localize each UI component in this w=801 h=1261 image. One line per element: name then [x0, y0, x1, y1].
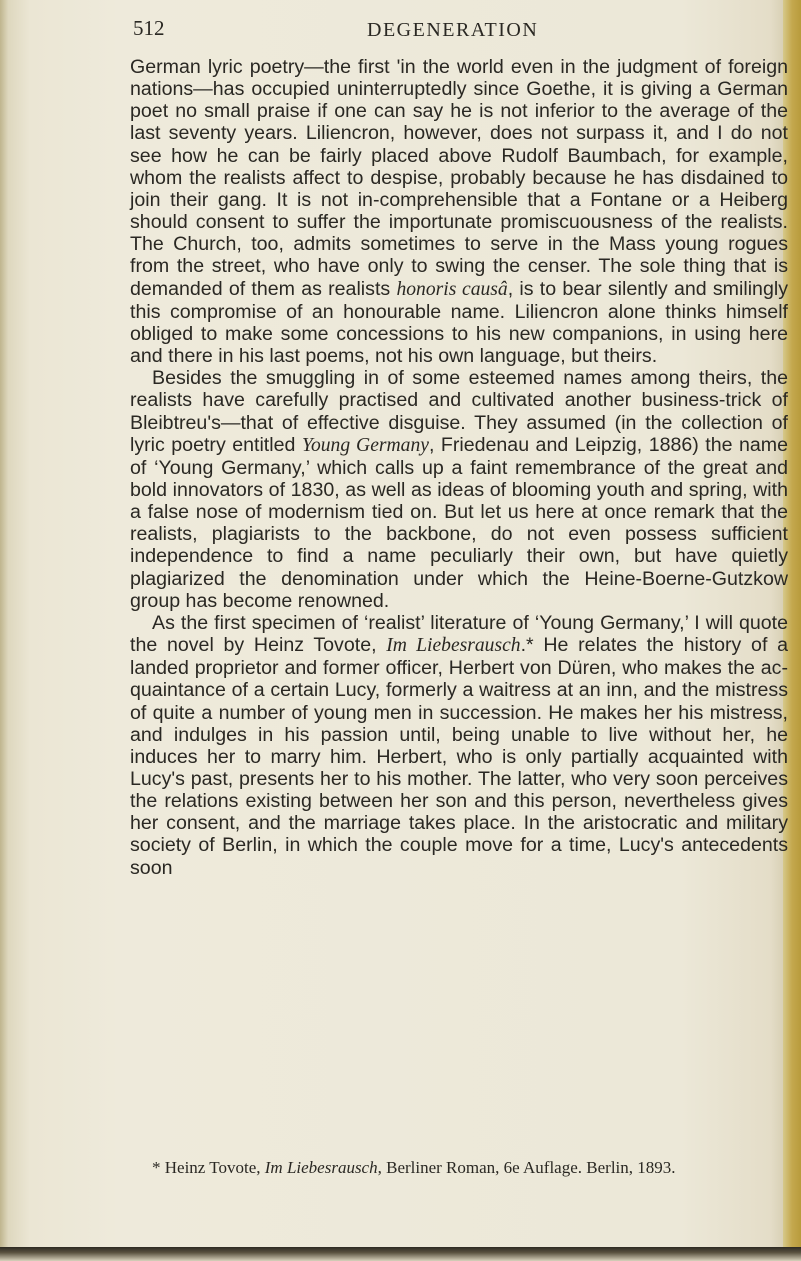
text-run: , is to bear silently and smilingly this compromise of an honourable name. Liliencron alone thinks himself obliged to make some concessions to his new companions, in using here and there in his last poems, not his own language, but theirs.: [130, 277, 788, 368]
body-text: [130, 56, 788, 879]
text-run: , Berliner Roman, 6e Auflage. Berlin, 1893.: [377, 1158, 676, 1177]
italic-text-run: Young Germany: [301, 434, 429, 456]
text-run: German lyric poetry—the first 'in the world even in the judgment of foreign nations—has occupied uninterruptedly since Goethe, it is giving a German poet no small praise if one can say he is not inferior to the average of the last seventy years. Liliencron, however, does not surpass it, and I do not see how he can be fairly placed above Rudolf Baumbach, for example, whom the realists affect to despise, probably because he has disdained to join their gang. It is not in-comprehensible that a Fontane or a Heiberg should consent to suffer the importunate promiscuousness of the realists. The Church, too, admits sometimes to serve in the Mass young rogues from the street, who have only to swing the censer. The sole thing that is demanded of them as realists: [130, 56, 788, 300]
italic-text-run: honoris causâ: [396, 278, 508, 300]
text-run: .* He relates the history of a landed proprietor and former officer, Herbert von Düren, who makes the ac-quaintance of a certain Lucy, formerly a waitress at an inn, and the mistress of quite a number of young men in succession. He makes her his mistress, and indulges in his passion until, being unable to live without her, he induces her to marry him. Herbert, who is only partially acquainted with Lucy's past, presents her to his mother. The latter, who very soon perceives the relations existing between her son and this person, nevertheless gives her consent, and the marriage takes place. In the aristocratic and military society of Berlin, in which the couple move for a time, Lucy's antecedents soon: [130, 634, 789, 879]
page-number: 512: [133, 16, 165, 40]
page-bottom-edge: [0, 1247, 801, 1261]
italic-text-run: Im Liebesrausch: [264, 1158, 378, 1177]
paragraph-2: [130, 367, 788, 612]
paragraph-1: [130, 56, 788, 367]
footnote: [130, 1157, 788, 1179]
text-run: * Heinz Tovote,: [152, 1158, 265, 1177]
text-run: , Friedenau and Leipzig, 1886) the name of ‘Young Germany,’ which calls up a faint remembrance of the great and bold innovators of 1830, as well as ideas of blooming youth and spring, with a false nose of modernism tied on. But let us here at once remark that the realists, plagiarists to the backbone, do not even possess sufficient independence to find a name peculiarly their own, but have quietly plagiarized the denomination under which the Heine-Boerne-Gutzkow group has become renowned.: [130, 433, 788, 612]
page-header: [0, 16, 801, 56]
running-title: DEGENERATION: [367, 19, 539, 41]
text-run: Besides the smuggling in of some esteemed names among theirs, the realists have carefully practised and cultivated another business-trick of Bleibtreu's—that of effective disguise. They assumed (in the collection of lyric poetry entitled: [130, 367, 788, 456]
page-left-edge: [0, 0, 8, 1261]
text-run: As the first specimen of ‘realist’ literature of ‘Young Germany,’ I will quote the novel by Heinz Tovote,: [130, 611, 788, 657]
paragraph-3: [130, 612, 788, 879]
italic-text-run: Im Liebesrausch: [386, 635, 521, 657]
